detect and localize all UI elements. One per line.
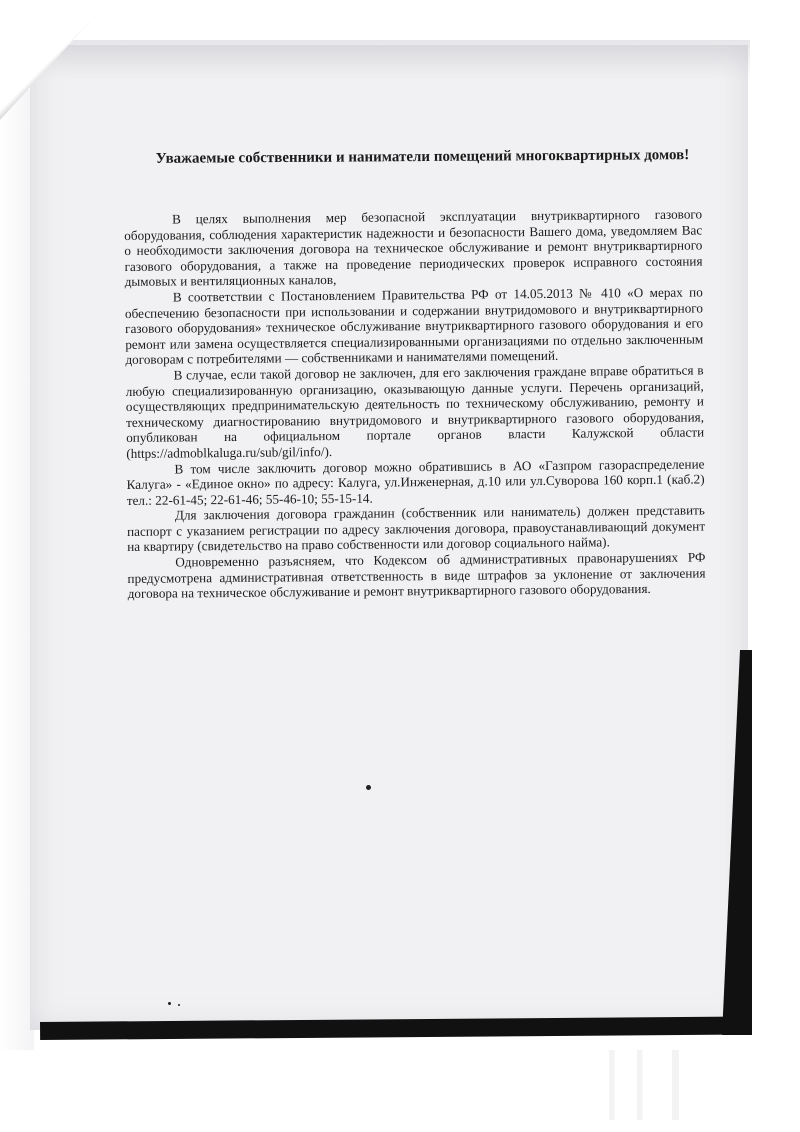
paragraph-2: В соответствии с Постановлением Правительства РФ от 14.05.2013 № 410 «О мерах по обеспечению безопасности при использовании и содержании внутридомового и внутриквартирного газового оборудования» техническое обслуживание внутриквартирного газового оборудования и его ремонт или замена осуществляется специализированными организациями по отдельно заключенным договорам с потребителями — собственниками и нанимателями помещений. bbox=[124, 284, 704, 368]
paragraph-4: В том числе заключить договор можно обратившись в АО «Газпром газораспределение Калуга» - «Единое окно» по адресу: Калуга, ул.Инженерная, д.10 или ул.Суворова 160 корп.1 (каб.2) тел.: 22-61-45; 22-61-46; 55-46-10; 55-15-14. bbox=[126, 455, 705, 508]
paragraph-6: Одновременно разъясняем, что Кодексом об административных правонарушениях РФ предусмотрена административная ответственность в виде штрафов за уклонение от заключения договора на техническое обслуживание и ремонт внутриквартирного газового оборудования. bbox=[127, 549, 706, 602]
scan-left-margin bbox=[0, 90, 34, 1050]
scan-speck bbox=[168, 1002, 171, 1005]
scan-speck bbox=[178, 1004, 180, 1006]
scan-speck bbox=[366, 785, 371, 790]
paragraph-5: Для заключения договора гражданин (собственник или наниматель) должен представить паспорт с указанием регистрации по адресу заключения договора, правоустанавливающий документ на квартиру (свидетельство на право собственности или договор социального найма). bbox=[126, 502, 706, 555]
document-title: Уважаемые собственники и наниматели помещений многоквартирных домов! bbox=[155, 147, 690, 167]
paragraph-1: В целях выполнения мер безопасной эксплуатации внутриквартирного газового оборудования, соблюдения характеристик надежности и безопасности Вашего дома, уведомляем Вас о необходимости заключения договора на техническое обслуживание и ремонт внутриквартирного газового оборудования, а также на проведение периодических проверок исправного состояния дымовых и вентиляционных каналов, bbox=[124, 206, 703, 290]
bleed-through-marks bbox=[595, 1050, 735, 1120]
paragraph-3: В случае, если такой договор не заключен, для его заключения граждане вправе обратиться в любую специализированную организацию, оказывающую данные услуги. Перечень организаций, осуществляющих предпринимательскую деятельность по техническому обслуживанию, ремонту и техническому диагностированию внутридомового и внутриквартирного газового оборудования, опубликован на официальном портале органов власти Калужской области (https://admoblkaluga.ru/sub/gil/info/). bbox=[125, 362, 705, 461]
scan-shadow bbox=[30, 40, 750, 80]
document-body bbox=[124, 206, 706, 601]
